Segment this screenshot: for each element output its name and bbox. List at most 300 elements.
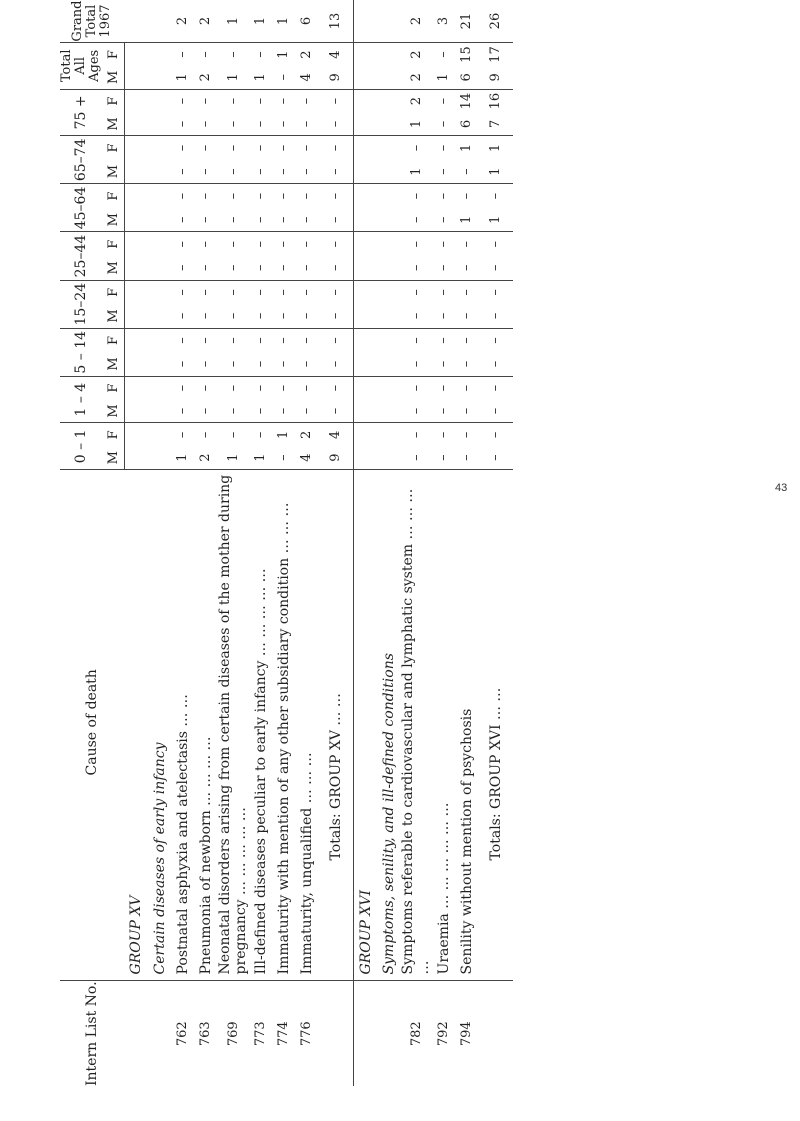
empty-cell (125, 184, 149, 208)
count-cell: 4 (295, 446, 318, 470)
count-cell: – (432, 399, 455, 423)
total-cell: 16 (488, 92, 503, 110)
count-cell: 3 (432, 0, 455, 43)
empty-cell (354, 280, 378, 304)
count-cell: – (253, 289, 268, 296)
total-all-ages-header: Total All Ages (60, 43, 102, 90)
count-cell: – (295, 304, 318, 328)
count-cell: – (455, 160, 478, 184)
sex-m-header: M (102, 160, 125, 184)
count-cell: – (217, 113, 249, 136)
count-cell: – (276, 144, 291, 152)
count-cell: – (400, 352, 432, 376)
empty-cell (354, 208, 378, 232)
count-cell: 1 (171, 446, 194, 470)
count-cell: – (198, 431, 213, 439)
count-cell: – (194, 113, 217, 136)
empty-cell (377, 0, 400, 43)
empty-cell (377, 328, 400, 352)
sex-f-header: F (102, 232, 125, 256)
age-group-header: 5 – 14 (60, 328, 102, 376)
total-cell: – (318, 256, 354, 280)
table-row (432, 0, 455, 1086)
count-cell: – (225, 384, 241, 392)
count-cell: – (175, 97, 190, 105)
count-cell: – (253, 97, 268, 105)
empty-cell (354, 89, 378, 113)
total-cell: – (328, 144, 343, 152)
count-cell: – (408, 241, 424, 248)
intern-list-no-header: Intern List No. (84, 981, 101, 1086)
empty-cell (377, 280, 400, 304)
empty-cell (148, 280, 171, 304)
empty-cell (354, 423, 378, 446)
count-cell: – (272, 66, 295, 89)
sex-f-header: F (102, 43, 125, 66)
empty-cell (148, 256, 171, 280)
empty-cell (377, 136, 400, 160)
count-cell: – (299, 144, 314, 152)
count-cell: 1 (400, 113, 432, 136)
empty-cell (148, 399, 171, 423)
total-cell: – (488, 431, 503, 439)
count-cell: – (408, 337, 424, 344)
empty-cell (377, 352, 400, 376)
total-cell: – (328, 384, 343, 392)
count-cell: – (171, 399, 194, 423)
intern-no-cell (125, 981, 149, 1086)
count-cell: – (459, 384, 474, 392)
total-cell: – (488, 241, 503, 248)
empty-cell (125, 160, 149, 184)
count-cell: – (299, 337, 314, 344)
count-cell: – (299, 384, 314, 392)
count-cell: – (225, 192, 241, 200)
count-cell: – (249, 399, 272, 423)
count-cell: – (459, 337, 474, 344)
group-subtitle: Certain diseases of early infancy (148, 470, 171, 981)
empty-cell (354, 66, 378, 89)
table-row (217, 0, 249, 1086)
count-cell: 1 (455, 208, 478, 232)
count-cell: – (295, 160, 318, 184)
count-cell: – (175, 384, 190, 392)
count-cell: 1 (276, 50, 291, 59)
group-total-label: Totals: GROUP XV … … (318, 470, 354, 981)
empty-cell (377, 446, 400, 470)
empty-cell (377, 256, 400, 280)
sex-m-header: M (102, 304, 125, 328)
empty-cell (148, 113, 171, 136)
count-cell: – (253, 431, 268, 439)
count-cell: – (299, 241, 314, 248)
count-cell: – (276, 384, 291, 392)
empty-cell (354, 256, 378, 280)
count-cell: – (175, 241, 190, 248)
count-cell: – (272, 160, 295, 184)
group-total-row (478, 0, 513, 1086)
sex-m-header: M (102, 208, 125, 232)
table-row (455, 0, 478, 1086)
count-cell: – (171, 113, 194, 136)
cause-of-death: Symptoms referable to cardiovascular and lymphatic system … … … … (400, 470, 432, 981)
intern-list-no: 774 (276, 1021, 291, 1047)
total-cell: 1 (478, 160, 513, 184)
empty-cell (377, 160, 400, 184)
empty-cell (125, 376, 149, 399)
empty-cell (377, 423, 400, 446)
count-cell: – (198, 384, 213, 392)
count-cell: – (400, 256, 432, 280)
empty-cell (354, 113, 378, 136)
empty-cell (148, 232, 171, 256)
count-cell: 2 (194, 0, 217, 43)
count-cell: – (198, 97, 213, 105)
count-cell: – (198, 241, 213, 248)
count-cell: – (459, 289, 474, 296)
empty-cell (148, 352, 171, 376)
count-cell: – (272, 399, 295, 423)
mortality-table (60, 0, 513, 1086)
intern-no-cell (377, 981, 400, 1086)
empty-cell (377, 89, 400, 113)
empty-cell (125, 280, 149, 304)
count-cell: – (217, 208, 249, 232)
count-cell: – (272, 446, 295, 470)
count-cell: – (436, 144, 451, 152)
age-group-header: 15–24 (60, 280, 102, 328)
count-cell: – (432, 352, 455, 376)
total-cell: – (328, 192, 343, 200)
empty-cell (377, 304, 400, 328)
empty-cell (125, 66, 149, 89)
count-cell: – (272, 352, 295, 376)
empty-cell (377, 208, 400, 232)
count-cell: – (400, 304, 432, 328)
table-row (272, 0, 295, 1086)
empty-cell (148, 43, 171, 66)
count-cell: – (455, 352, 478, 376)
empty-cell (125, 113, 149, 136)
count-cell: – (175, 192, 190, 200)
count-cell: – (436, 384, 451, 392)
cause-of-death: Immaturity, unqualified … … … (295, 470, 318, 981)
header-row (60, 0, 102, 1086)
count-cell: 2 (400, 0, 432, 43)
group-subtitle: Symptoms, senility, and ill-defined conditions (377, 470, 400, 981)
count-cell: – (400, 208, 432, 232)
count-cell: – (295, 113, 318, 136)
count-cell: – (455, 304, 478, 328)
empty-cell (148, 0, 171, 43)
empty-cell (125, 136, 149, 160)
total-cell: – (318, 352, 354, 376)
count-cell: – (432, 113, 455, 136)
count-cell: – (299, 192, 314, 200)
sex-m-header: M (102, 66, 125, 89)
count-cell: – (408, 289, 424, 296)
count-cell: – (175, 289, 190, 296)
total-cell: – (318, 208, 354, 232)
empty-cell (125, 43, 149, 66)
count-cell: – (436, 241, 451, 248)
cause-of-death: Neonatal disorders arising from certain diseases of the mother during pregnancy … … … … … (217, 470, 249, 981)
count-cell: – (459, 431, 474, 439)
count-cell: 1 (217, 446, 249, 470)
total-cell: – (318, 399, 354, 423)
count-cell: 2 (194, 66, 217, 89)
sex-f-header: F (102, 136, 125, 160)
empty-cell (148, 66, 171, 89)
empty-cell (148, 89, 171, 113)
count-cell: – (194, 208, 217, 232)
count-cell: 4 (295, 66, 318, 89)
count-cell: 1 (249, 446, 272, 470)
sex-f-header: F (102, 184, 125, 208)
empty-cell (354, 304, 378, 328)
count-cell: – (408, 384, 424, 392)
count-cell: – (249, 256, 272, 280)
count-cell: – (171, 304, 194, 328)
count-cell: – (171, 256, 194, 280)
intern-list-no: 763 (198, 1021, 213, 1047)
count-cell: – (455, 399, 478, 423)
count-cell: – (225, 241, 241, 248)
count-cell: 1 (217, 66, 249, 89)
empty-cell (125, 423, 149, 446)
count-cell: – (249, 160, 272, 184)
count-cell: – (249, 304, 272, 328)
count-cell: – (249, 208, 272, 232)
total-cell: – (328, 241, 343, 248)
empty-cell (354, 376, 378, 399)
table-row (295, 0, 318, 1086)
count-cell: – (432, 208, 455, 232)
count-cell: – (276, 289, 291, 296)
group-total-row (318, 0, 354, 1086)
total-cell: – (328, 97, 343, 105)
count-cell: 1 (432, 66, 455, 89)
empty-cell (125, 232, 149, 256)
empty-cell (354, 160, 378, 184)
count-cell: – (408, 431, 424, 439)
count-cell: – (276, 192, 291, 200)
total-cell: 9 (478, 66, 513, 89)
total-cell: 26 (478, 0, 513, 43)
total-cell: – (488, 337, 503, 344)
cause-of-death: Immaturity with mention of any other subsidiary condition … … … (272, 470, 295, 981)
total-cell: – (488, 192, 503, 200)
count-cell: – (295, 399, 318, 423)
count-cell: 15 (459, 46, 474, 63)
total-cell: – (488, 384, 503, 392)
total-cell: 17 (488, 46, 503, 63)
count-cell: – (276, 241, 291, 248)
empty-cell (354, 43, 378, 66)
age-group-header: 75 + (60, 89, 102, 136)
total-cell: 13 (318, 0, 354, 43)
count-cell: 2 (194, 446, 217, 470)
count-cell: – (276, 97, 291, 105)
count-cell: – (198, 51, 213, 58)
age-group-header: 0 – 1 (60, 423, 102, 470)
intern-list-no: 762 (175, 1021, 190, 1047)
empty-cell (377, 43, 400, 66)
count-cell: – (253, 192, 268, 200)
count-cell: – (171, 160, 194, 184)
total-cell: 9 (318, 66, 354, 89)
count-cell: – (455, 446, 478, 470)
count-cell: – (194, 352, 217, 376)
count-cell: – (408, 144, 424, 152)
count-cell: 6 (295, 0, 318, 43)
cause-of-death: Postnatal asphyxia and atelectasis … … (171, 470, 194, 981)
empty-cell (354, 399, 378, 423)
count-cell: 2 (400, 66, 432, 89)
empty-cell (125, 328, 149, 352)
sex-m-header: M (102, 113, 125, 136)
grand-total-header: Grand Total 1967 (60, 0, 125, 43)
count-cell: – (455, 256, 478, 280)
total-cell: 4 (328, 430, 343, 439)
count-cell: 21 (455, 0, 478, 43)
count-cell: – (295, 256, 318, 280)
count-cell: – (272, 304, 295, 328)
count-cell: – (436, 337, 451, 344)
group-title-row (354, 0, 378, 1086)
count-cell: – (436, 51, 451, 58)
empty-cell (377, 184, 400, 208)
empty-cell (354, 328, 378, 352)
count-cell: – (194, 304, 217, 328)
empty-cell (125, 352, 149, 376)
table-row (249, 0, 272, 1086)
group-title: GROUP XV (125, 470, 149, 981)
group-title-row (125, 0, 149, 1086)
total-cell: – (488, 289, 503, 296)
empty-cell (377, 232, 400, 256)
table-row (400, 0, 432, 1086)
count-cell: – (217, 160, 249, 184)
intern-list-no: 769 (225, 1021, 241, 1047)
empty-cell (148, 208, 171, 232)
table-row (194, 0, 217, 1086)
empty-cell (354, 0, 378, 43)
count-cell: – (217, 256, 249, 280)
sex-f-header: F (102, 328, 125, 352)
count-cell: – (217, 352, 249, 376)
intern-no-cell (354, 981, 378, 1086)
total-cell: 9 (318, 446, 354, 470)
intern-list-no: 776 (299, 1021, 314, 1047)
count-cell: – (249, 113, 272, 136)
count-cell: – (299, 289, 314, 296)
intern-no-cell (148, 981, 171, 1086)
sex-f-header: F (102, 423, 125, 446)
intern-list-no: 773 (253, 1021, 268, 1047)
total-cell: 1 (488, 143, 503, 153)
count-cell: – (225, 97, 241, 105)
empty-cell (125, 399, 149, 423)
count-cell: – (400, 399, 432, 423)
count-cell: – (198, 337, 213, 344)
total-cell: 1 (478, 208, 513, 232)
age-group-header: 65–74 (60, 136, 102, 184)
group-subtitle-row (148, 0, 171, 1086)
age-group-header: 45–64 (60, 184, 102, 232)
count-cell: – (436, 431, 451, 439)
count-cell: 2 (299, 50, 314, 59)
count-cell: – (432, 256, 455, 280)
count-cell: 14 (459, 92, 474, 110)
total-cell: – (328, 337, 343, 344)
sex-m-header: M (102, 399, 125, 423)
count-cell: – (225, 51, 241, 58)
intern-list-no: 794 (459, 1021, 474, 1047)
count-cell: 2 (171, 0, 194, 43)
count-cell: – (299, 97, 314, 105)
count-cell: – (408, 192, 424, 200)
count-cell: – (276, 337, 291, 344)
intern-no-cell (318, 981, 354, 1086)
intern-list-no: 782 (408, 1021, 424, 1047)
count-cell: – (272, 208, 295, 232)
count-cell: – (436, 192, 451, 200)
empty-cell (148, 304, 171, 328)
empty-cell (125, 304, 149, 328)
count-cell: – (175, 337, 190, 344)
empty-cell (148, 136, 171, 160)
count-cell: 6 (455, 66, 478, 89)
count-cell: – (194, 160, 217, 184)
count-cell: – (459, 241, 474, 248)
empty-cell (148, 184, 171, 208)
empty-cell (354, 352, 378, 376)
count-cell: – (217, 304, 249, 328)
total-cell: – (328, 289, 343, 296)
total-cell: – (478, 399, 513, 423)
count-cell: – (436, 97, 451, 105)
sex-f-header: F (102, 280, 125, 304)
empty-cell (125, 0, 149, 43)
count-cell: 1 (272, 0, 295, 43)
empty-cell (377, 66, 400, 89)
count-cell: 2 (408, 96, 424, 106)
table-body (125, 0, 514, 1086)
count-cell: – (432, 160, 455, 184)
group-title: GROUP XVI (354, 470, 378, 981)
count-cell: – (198, 289, 213, 296)
cause-of-death: Pneumonia of newborn … … … … (194, 470, 217, 981)
total-cell: – (478, 256, 513, 280)
count-cell: – (253, 337, 268, 344)
count-cell: – (225, 431, 241, 439)
count-cell: – (225, 289, 241, 296)
total-cell: 7 (478, 113, 513, 136)
empty-cell (354, 136, 378, 160)
total-cell: – (478, 352, 513, 376)
count-cell: – (175, 144, 190, 152)
empty-cell (148, 160, 171, 184)
count-cell: 1 (171, 66, 194, 89)
count-cell: 6 (455, 113, 478, 136)
group-subtitle-row (377, 0, 400, 1086)
empty-cell (125, 208, 149, 232)
sex-m-header: M (102, 446, 125, 470)
total-cell: – (318, 304, 354, 328)
count-cell: – (432, 446, 455, 470)
empty-cell (125, 446, 149, 470)
